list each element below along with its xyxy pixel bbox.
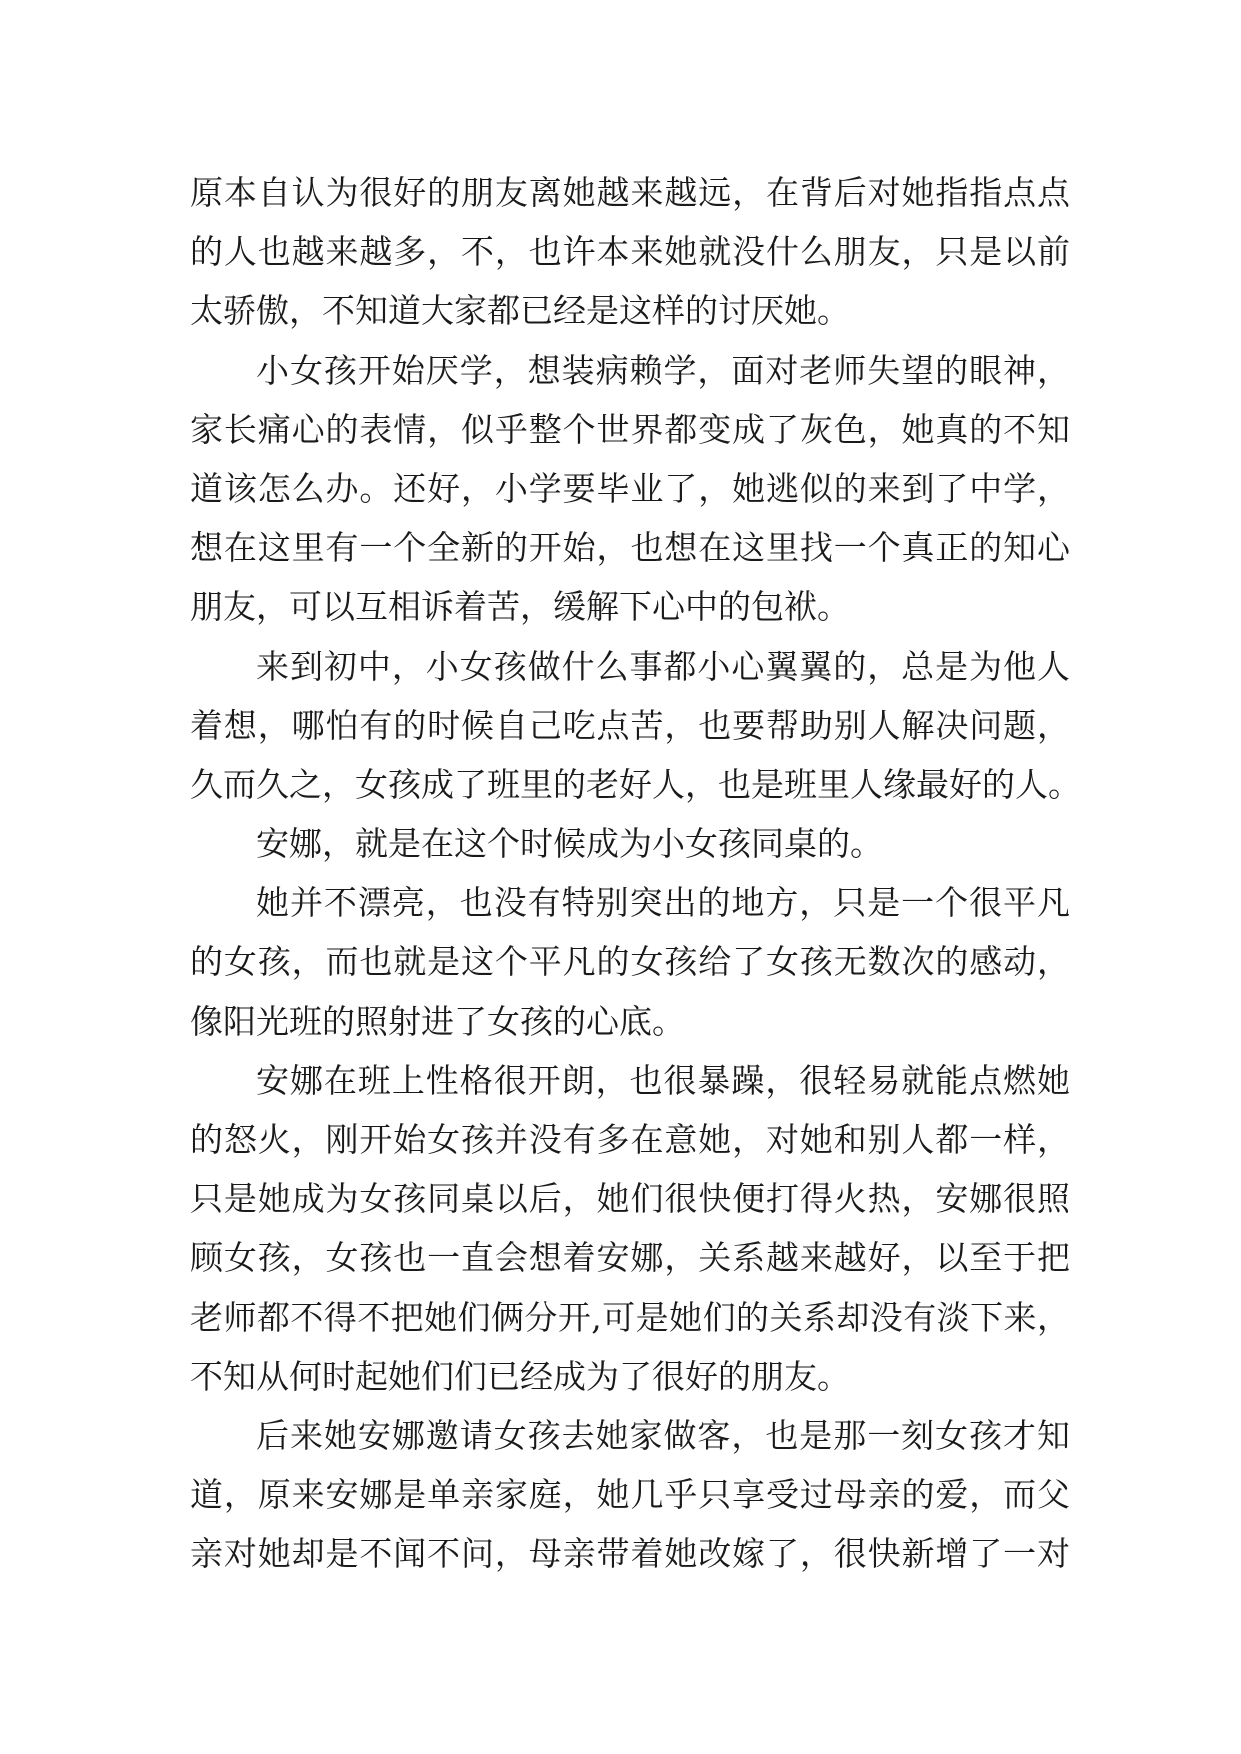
text-line: 来到初中，小女孩做什么事都小心翼翼的，总是为他人	[256, 646, 1070, 686]
text-line: 老师都不得不把她们俩分开,可是她们的关系却没有淡下来，	[190, 1297, 1070, 1337]
text-line: 不知从何时起她们们已经成为了很好的朋友。	[190, 1356, 850, 1396]
text-line: 原本自认为很好的朋友离她越来越远，在背后对她指指点点	[190, 173, 1070, 212]
text-line: 道该怎么办。还好，小学要毕业了，她逃似的来到了中学，	[190, 468, 1070, 508]
text-line: 道，原来安娜是单亲家庭，她几乎只享受过母亲的爱，而父	[190, 1475, 1070, 1515]
text-line: 小女孩开始厌学，想装病赖学，面对老师失望的眼神，	[256, 350, 1070, 390]
text-line: 亲对她却是不闻不问，母亲带着她改嫁了，很快新增了一对	[190, 1534, 1070, 1574]
text-line: 的女孩，而也就是这个平凡的女孩给了女孩无数次的感动，	[190, 942, 1070, 982]
text-line: 太骄傲，不知道大家都已经是这样的讨厌她。	[190, 291, 850, 331]
text-line: 安娜在班上性格很开朗，也很暴躁，很轻易就能点燃她	[256, 1060, 1070, 1100]
text-line: 久而久之，女孩成了班里的老好人，也是班里人缘最好的人。	[190, 764, 1081, 804]
text-line: 顾女孩，女孩也一直会想着安娜，关系越来越好，以至于把	[190, 1238, 1070, 1278]
text-line: 像阳光班的照射进了女孩的心底。	[190, 1001, 685, 1041]
text-line: 她并不漂亮，也没有特别突出的地方，只是一个很平凡	[256, 883, 1070, 923]
text-line: 家长痛心的表情，似乎整个世界都变成了灰色，她真的不知	[190, 409, 1070, 449]
text-line: 朋友，可以互相诉着苦，缓解下心中的包袱。	[190, 587, 850, 627]
text-line: 安娜，就是在这个时候成为小女孩同桌的。	[256, 824, 883, 864]
document-body	[190, 163, 1081, 1584]
text-line: 后来她安娜邀请女孩去她家做客，也是那一刻女孩才知	[256, 1415, 1070, 1455]
text-line: 想在这里有一个全新的开始，也想在这里找一个真正的知心	[190, 528, 1070, 568]
text-line: 的人也越来越多，不，也许本来她就没什么朋友，只是以前	[190, 232, 1070, 272]
text-line: 着想，哪怕有的时候自己吃点苦，也要帮助别人解决问题，	[190, 705, 1070, 745]
text-line: 只是她成为女孩同桌以后，她们很快便打得火热，安娜很照	[190, 1179, 1070, 1219]
text-line: 的怒火，刚开始女孩并没有多在意她，对她和别人都一样，	[190, 1120, 1070, 1159]
